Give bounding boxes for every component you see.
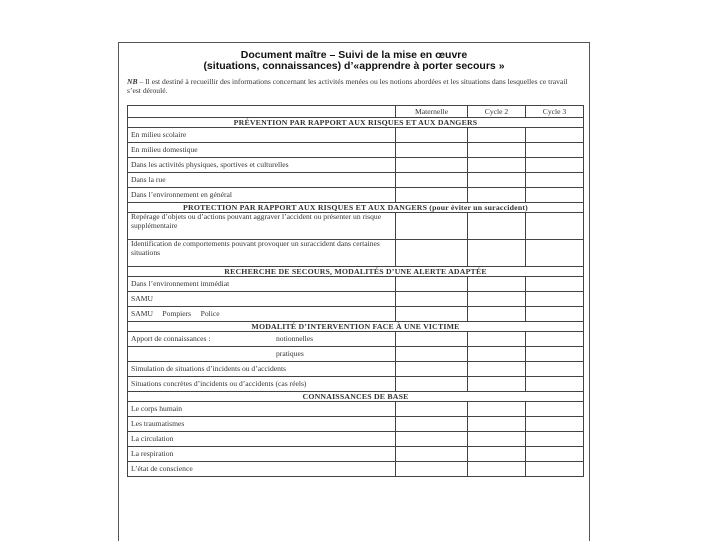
column-header-cycle2: Cycle 2 — [468, 106, 526, 118]
row-label: La circulation — [128, 432, 396, 447]
row-label: Repérage d’objets ou d’actions pouvant aggraver l’accident ou présenter un risque supplémentaire — [128, 213, 396, 240]
row-label — [128, 347, 396, 362]
table-row — [128, 332, 584, 347]
check-cell[interactable] — [396, 347, 468, 362]
check-cell[interactable] — [526, 240, 584, 267]
check-cell[interactable] — [396, 240, 468, 267]
document-subtitle: (situations, connaissances) d’«apprendre à porter secours » — [203, 60, 505, 72]
check-cell[interactable] — [468, 173, 526, 188]
check-cell[interactable] — [396, 128, 468, 143]
check-cell[interactable] — [396, 292, 468, 307]
table-row — [128, 188, 584, 203]
table-row — [128, 462, 584, 477]
table-row — [128, 173, 584, 188]
table-row — [128, 213, 584, 240]
check-cell[interactable] — [468, 213, 526, 240]
row-label-part: Apport de connaissances : — [131, 334, 211, 343]
check-cell[interactable] — [526, 447, 584, 462]
row-label-part: notionnelles — [276, 334, 314, 343]
check-cell[interactable] — [526, 417, 584, 432]
row-label: Dans l’environnement immédiat — [128, 277, 396, 292]
check-cell[interactable] — [468, 402, 526, 417]
check-cell[interactable] — [468, 307, 526, 322]
check-cell[interactable] — [526, 377, 584, 392]
check-cell[interactable] — [396, 307, 468, 322]
check-cell[interactable] — [396, 377, 468, 392]
row-label: Situations concrètes d’incidents ou d’accidents (cas réels) — [128, 377, 396, 392]
check-cell[interactable] — [468, 362, 526, 377]
table-row — [128, 432, 584, 447]
check-cell[interactable] — [526, 173, 584, 188]
check-cell[interactable] — [468, 377, 526, 392]
section-header — [128, 267, 584, 277]
table-row — [128, 377, 584, 392]
section-title-prevention: PRÉVENTION PAR RAPPORT AUX RISQUES ET AUX DANGERS — [128, 118, 584, 128]
section-header — [128, 203, 584, 213]
header-row — [128, 106, 584, 118]
table-row — [128, 240, 584, 267]
note-prefix: NB — [127, 77, 138, 86]
check-cell[interactable] — [526, 402, 584, 417]
check-cell[interactable] — [396, 332, 468, 347]
section-title-connaissances: CONNAISSANCES DE BASE — [128, 392, 584, 402]
row-label: Dans la rue — [128, 173, 396, 188]
check-cell[interactable] — [526, 128, 584, 143]
table-row — [128, 292, 584, 307]
table-row — [128, 417, 584, 432]
check-cell[interactable] — [468, 158, 526, 173]
table-row — [128, 362, 584, 377]
document-page — [118, 42, 590, 541]
row-label: En milieu domestique — [128, 143, 396, 158]
table-row — [128, 143, 584, 158]
check-cell[interactable] — [396, 462, 468, 477]
table-row — [128, 158, 584, 173]
check-cell[interactable] — [396, 417, 468, 432]
check-cell[interactable] — [396, 447, 468, 462]
check-cell[interactable] — [468, 417, 526, 432]
check-cell[interactable] — [526, 432, 584, 447]
check-cell[interactable] — [526, 277, 584, 292]
check-cell[interactable] — [468, 332, 526, 347]
check-cell[interactable] — [526, 213, 584, 240]
section-header — [128, 322, 584, 332]
section-title-intervention: MODALITÉ D’INTERVENTION FACE À UNE VICTIME — [128, 322, 584, 332]
tracking-table — [127, 105, 584, 477]
check-cell[interactable] — [526, 362, 584, 377]
section-title-protection: PROTECTION PAR RAPPORT AUX RISQUES ET AUX DANGERS (pour éviter un suraccident) — [128, 203, 584, 213]
check-cell[interactable] — [526, 292, 584, 307]
row-label-part: pratiques — [276, 349, 304, 358]
table-row — [128, 347, 584, 362]
check-cell[interactable] — [526, 332, 584, 347]
check-cell[interactable] — [526, 158, 584, 173]
table-row — [128, 402, 584, 417]
document-title: Document maître – Suivi de la mise en œuvre — [240, 49, 468, 61]
check-cell[interactable] — [468, 447, 526, 462]
check-cell[interactable] — [396, 362, 468, 377]
check-cell[interactable] — [526, 307, 584, 322]
row-label: Les traumatismes — [128, 417, 396, 432]
check-cell[interactable] — [468, 240, 526, 267]
column-header-cycle3: Cycle 3 — [526, 106, 584, 118]
row-label: La respiration — [128, 447, 396, 462]
note-text: – Il est destiné à recueillir des informations concernant les activités menées ou les notions abordées et les situations dans lesquelles ce travail s’est déroulé. — [127, 77, 568, 95]
column-header-maternelle: Maternelle — [396, 106, 468, 118]
table-row — [128, 277, 584, 292]
row-label: L’état de conscience — [128, 462, 396, 477]
row-label: SAMU — [128, 292, 396, 307]
check-cell[interactable] — [468, 347, 526, 362]
check-cell[interactable] — [526, 143, 584, 158]
check-cell[interactable] — [468, 188, 526, 203]
check-cell[interactable] — [396, 213, 468, 240]
section-title-recherche: RECHERCHE DE SECOURS, MODALITÉS D’UNE ALERTE ADAPTÉE — [128, 267, 584, 277]
check-cell[interactable] — [468, 277, 526, 292]
check-cell[interactable] — [468, 432, 526, 447]
section-header — [128, 118, 584, 128]
check-cell[interactable] — [396, 158, 468, 173]
check-cell[interactable] — [468, 462, 526, 477]
check-cell[interactable] — [396, 277, 468, 292]
row-label — [128, 332, 396, 347]
check-cell[interactable] — [396, 402, 468, 417]
check-cell[interactable] — [526, 462, 584, 477]
row-label: En milieu scolaire — [128, 128, 396, 143]
row-label: Dans l’environnement en général — [128, 188, 396, 203]
row-label: Simulation de situations d’incidents ou d’accidents — [128, 362, 396, 377]
table-row — [128, 307, 584, 322]
check-cell[interactable] — [468, 292, 526, 307]
check-cell[interactable] — [396, 173, 468, 188]
header-blank — [128, 106, 396, 118]
check-cell[interactable] — [468, 143, 526, 158]
section-header — [128, 392, 584, 402]
row-label: Identification de comportements pouvant provoquer un suraccident dans certaines situations — [128, 240, 396, 267]
check-cell[interactable] — [526, 188, 584, 203]
check-cell[interactable] — [396, 188, 468, 203]
check-cell[interactable] — [396, 432, 468, 447]
check-cell[interactable] — [396, 143, 468, 158]
table-row — [128, 447, 584, 462]
check-cell[interactable] — [468, 128, 526, 143]
table-row — [128, 128, 584, 143]
row-label: Dans les activités physiques, sportives et culturelles — [128, 158, 396, 173]
row-label: SAMU Pompiers Police — [128, 307, 396, 322]
note-paragraph — [127, 77, 582, 95]
check-cell[interactable] — [526, 347, 584, 362]
row-label: Le corps humain — [128, 402, 396, 417]
